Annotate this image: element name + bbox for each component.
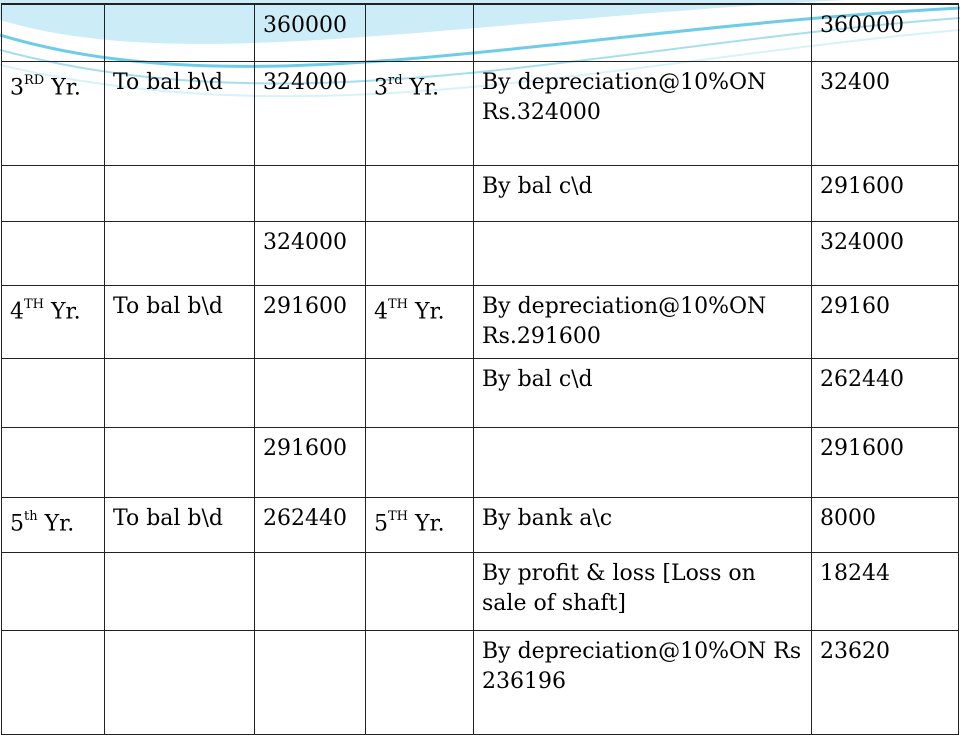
table-row (2, 358, 959, 427)
cell-text: 5 (374, 510, 388, 536)
table-cell (105, 285, 255, 358)
table-cell (474, 61, 812, 165)
ordinal-suffix: th (24, 508, 38, 524)
year-label: Yr. (402, 74, 440, 100)
table-cell (474, 285, 812, 358)
cell-text: By depreciation@10%ON Rs.291600 (482, 293, 767, 349)
cell-text: 4 (10, 298, 24, 324)
cell-text: 291600 (263, 435, 347, 461)
cell-text: 262440 (820, 366, 904, 392)
table-cell (812, 285, 959, 358)
table-cell (105, 358, 255, 427)
cell-text: 5 (10, 510, 24, 536)
table-row (2, 61, 959, 165)
cell-text: To bal b\d (113, 505, 224, 531)
cell-text: 29160 (820, 293, 890, 319)
table-cell (105, 497, 255, 552)
year-label: Yr. (408, 298, 445, 324)
cell-text: 360000 (263, 13, 347, 38)
cell-text: 32400 (820, 69, 890, 95)
cell-text: By profit & loss [Loss on sale of shaft] (482, 560, 756, 616)
cell-text: By depreciation@10%ON Rs.324000 (482, 69, 767, 125)
table-cell (2, 630, 105, 734)
cell-text: By bal c\d (482, 173, 593, 199)
table-row (2, 4, 959, 61)
table-cell (366, 4, 474, 61)
table-cell (255, 285, 366, 358)
table-cell (474, 4, 812, 61)
cell-text: 23620 (820, 638, 890, 664)
cell-text: 291600 (820, 435, 904, 461)
cell-text: 360000 (820, 13, 904, 38)
table-cell (366, 497, 474, 552)
table-cell (812, 4, 959, 61)
table-cell (2, 4, 105, 61)
table-row (2, 630, 959, 734)
cell-text: To bal b\d (113, 293, 224, 319)
table-row (2, 165, 959, 221)
table-cell (105, 61, 255, 165)
cell-text: 291600 (820, 173, 904, 199)
table-cell (474, 497, 812, 552)
table-cell (2, 221, 105, 285)
cell-text: To bal b\d (113, 69, 224, 95)
table-cell (255, 427, 366, 497)
table-cell (255, 61, 366, 165)
table-cell (105, 630, 255, 734)
cell-text: 3 (10, 74, 24, 100)
table-cell (255, 221, 366, 285)
table-cell (812, 427, 959, 497)
table-cell (812, 358, 959, 427)
table-cell (366, 285, 474, 358)
table-cell (255, 4, 366, 61)
ordinal-suffix: RD (24, 72, 45, 88)
table-cell (105, 427, 255, 497)
year-label: Yr. (37, 510, 75, 536)
year-label: Yr. (408, 510, 445, 536)
ordinal-suffix: TH (388, 508, 409, 524)
ordinal-suffix: rd (388, 72, 403, 88)
cell-text: 3 (374, 74, 388, 100)
table-cell (366, 358, 474, 427)
table-cell (105, 165, 255, 221)
table-cell (366, 221, 474, 285)
table-cell (474, 427, 812, 497)
table-cell (812, 61, 959, 165)
table-cell (474, 165, 812, 221)
table-cell (474, 552, 812, 630)
table-row (2, 552, 959, 630)
cell-text: 324000 (820, 229, 904, 255)
table-cell (366, 165, 474, 221)
table-cell (812, 497, 959, 552)
table-cell (105, 552, 255, 630)
table-cell (255, 552, 366, 630)
table-row (2, 497, 959, 552)
ordinal-suffix: TH (388, 296, 409, 312)
table-cell (474, 630, 812, 734)
table-cell (812, 630, 959, 734)
table-cell (366, 552, 474, 630)
table-cell (474, 358, 812, 427)
cell-text: By bal c\d (482, 366, 593, 392)
cell-text: 262440 (263, 505, 347, 531)
table-cell (812, 165, 959, 221)
table-cell (812, 552, 959, 630)
year-label: Yr. (44, 74, 81, 100)
cell-text: 8000 (820, 505, 876, 531)
table-cell (2, 497, 105, 552)
table-row (2, 427, 959, 497)
table-cell (255, 630, 366, 734)
table-row (2, 221, 959, 285)
table-cell (812, 221, 959, 285)
table-cell (2, 285, 105, 358)
year-label: Yr. (44, 298, 81, 324)
table-cell (366, 61, 474, 165)
table-cell (105, 4, 255, 61)
table-cell (2, 427, 105, 497)
table-cell (474, 221, 812, 285)
table-cell (255, 497, 366, 552)
table-cell (366, 630, 474, 734)
table-cell (255, 358, 366, 427)
ordinal-suffix: TH (24, 296, 45, 312)
cell-text: 4 (374, 298, 388, 324)
table-cell (366, 427, 474, 497)
table-cell (2, 165, 105, 221)
ledger-table (1, 3, 959, 735)
cell-text: 324000 (263, 229, 347, 255)
table-cell (105, 221, 255, 285)
cell-text: 18244 (820, 560, 890, 586)
table-cell (2, 552, 105, 630)
cell-text: 291600 (263, 293, 347, 319)
table-cell (2, 358, 105, 427)
table-row (2, 285, 959, 358)
table-cell (255, 165, 366, 221)
cell-text: By bank a\c (482, 505, 613, 531)
table-cell (2, 61, 105, 165)
cell-text: 324000 (263, 69, 347, 95)
cell-text: By depreciation@10%ON Rs 236196 (482, 638, 802, 694)
